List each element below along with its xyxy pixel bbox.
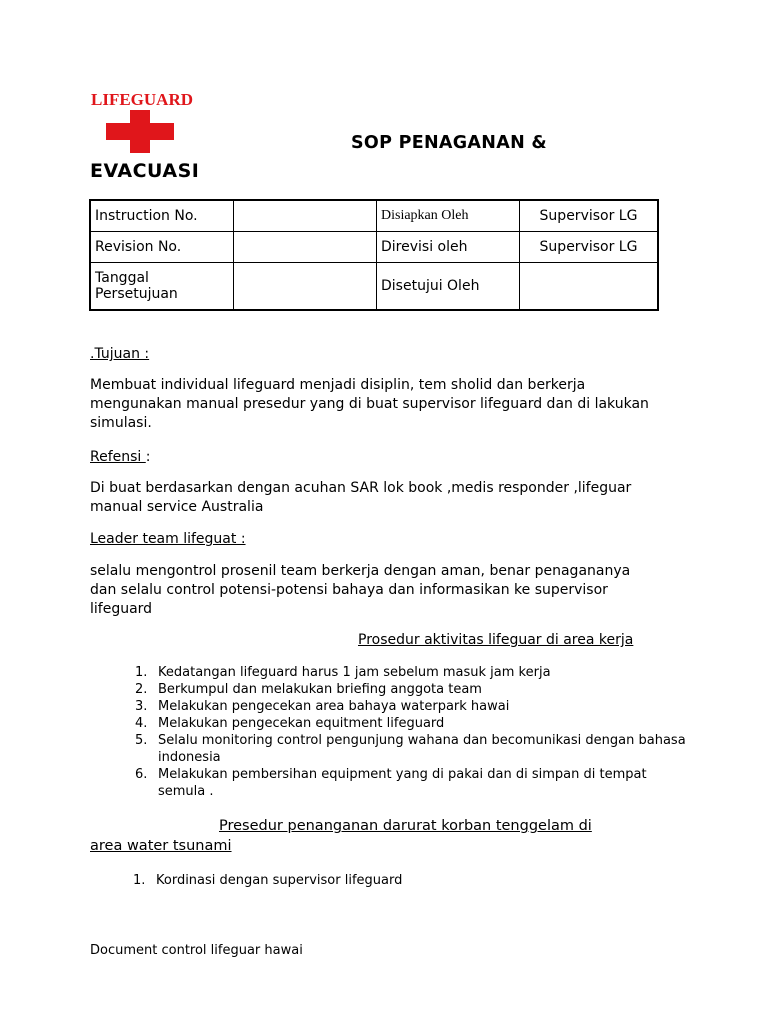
leader-heading: Leader team lifeguat :: [90, 531, 246, 547]
table-row: [90, 232, 658, 263]
refensi-heading: Refensi: [90, 449, 146, 465]
refensi-colon: :: [145, 449, 151, 465]
logo-text: LIFEGUARD: [91, 90, 194, 109]
presedur-heading-line2: area water tsunami: [90, 838, 232, 854]
prosedur-list: [135, 664, 695, 800]
tujuan-text: Membuat individual lifeguard menjadi disiplin, tem sholid dan berkerja mengunakan manual presedur yang di buat supervisor lifeguard dan di lakukan simulasi.: [90, 377, 649, 431]
table-cell-value: [234, 200, 377, 232]
presedur-list: [133, 872, 633, 889]
red-cross-icon: [106, 110, 174, 153]
list-item: 4. Melakukan pengecekan equitment lifeguard: [135, 716, 445, 731]
list-item: 1. Kedatangan lifeguard harus 1 jam sebelum masuk jam kerja: [135, 665, 551, 680]
list-item: 2. Berkumpul dan melakukan briefing anggota team: [135, 682, 482, 697]
table-cell-label2: Disetujui Oleh: [377, 263, 520, 311]
table-cell-label: Revision No.: [90, 232, 234, 263]
table-cell-value: [234, 263, 377, 311]
table-row: [90, 263, 658, 311]
table-cell-value2: [520, 263, 659, 311]
table-cell-value2: Supervisor LG: [520, 232, 659, 263]
refensi-heading-wrap: [90, 449, 150, 465]
refensi-text: Di buat berdasarkan dengan acuhan SAR lok book ,medis responder ,lifeguar manual service Australia: [90, 480, 632, 515]
doc-title-line2: EVACUASI: [90, 160, 200, 182]
list-item: 6. Melakukan pembersihan equipment yang di pakai dan di simpan di tempat semula .: [135, 767, 647, 799]
table-cell-label2: Disiapkan Oleh: [377, 200, 520, 232]
list-item: 1. Kordinasi dengan supervisor lifeguard: [133, 873, 403, 888]
prosedur-heading: Prosedur aktivitas lifeguar di area kerja: [358, 632, 634, 648]
presedur-heading-line1: Presedur penanganan darurat korban tenggelam di: [219, 818, 592, 834]
table-cell-label: Tanggal Persetujuan: [90, 263, 234, 311]
list-item: 3. Melakukan pengecekan area bahaya waterpark hawai: [135, 699, 510, 714]
document-footer: Document control lifeguar hawai: [90, 943, 303, 958]
table-row: [90, 200, 658, 232]
list-item: 5. Selalu monitoring control pengunjung wahana dan becomunikasi dengan bahasa indonesia: [135, 733, 686, 765]
doc-title-line1: SOP PENAGANAN &: [351, 133, 547, 153]
tujuan-heading: .Tujuan :: [90, 346, 150, 362]
table-cell-value2: Supervisor LG: [520, 200, 659, 232]
leader-text: selalu mengontrol prosenil team berkerja dengan aman, benar penagananya dan selalu control potensi-potensi bahaya dan informasikan ke supervisor lifeguard: [90, 563, 631, 617]
info-table: [89, 199, 659, 311]
table-cell-value: [234, 232, 377, 263]
table-cell-label2: Direvisi oleh: [377, 232, 520, 263]
table-cell-label: Instruction No.: [90, 200, 234, 232]
